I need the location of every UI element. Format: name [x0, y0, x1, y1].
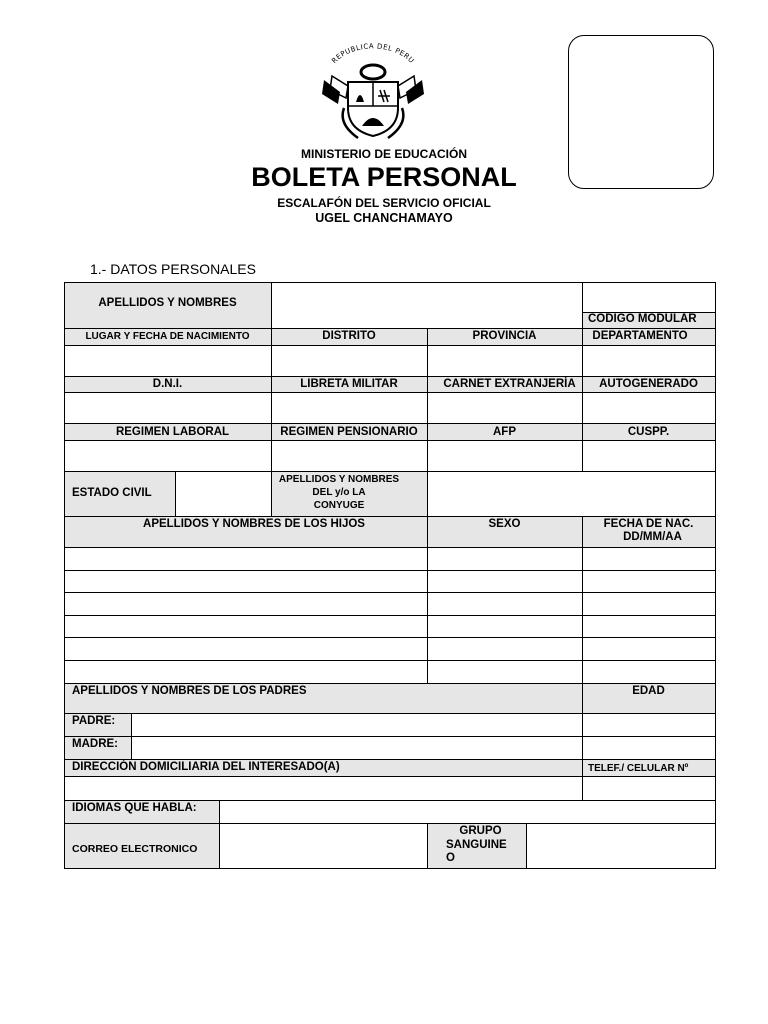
- label-conyuge-line2: DEL y/o LA: [312, 487, 366, 498]
- label-libreta-militar: LIBRETA MILITAR: [300, 378, 398, 390]
- idiomas-field[interactable]: [220, 801, 715, 823]
- regimen-laboral-field[interactable]: [65, 441, 271, 471]
- label-autogenerado: AUTOGENERADO: [599, 378, 698, 390]
- label-regimen-pensionario: REGIMEN PENSIONARIO: [280, 426, 418, 438]
- page-subtitle: ESCALAFÓN DEL SERVICIO OFICIAL: [277, 196, 491, 210]
- label-fecha-nac: FECHA DE NAC.: [603, 518, 694, 530]
- label-grupo-line2: SANGUINE: [446, 839, 507, 851]
- padre-field[interactable]: [132, 714, 582, 736]
- label-edad: EDAD: [632, 685, 665, 697]
- hijos-rows[interactable]: [65, 548, 715, 683]
- label-correo: CORREO ELECTRONICO: [72, 843, 198, 855]
- label-estado-civil: ESTADO CIVIL: [72, 487, 152, 499]
- label-madre: MADRE:: [72, 738, 118, 750]
- label-lugar-fecha: LUGAR Y FECHA DE NACIMIENTO: [85, 331, 250, 342]
- estado-civil-field[interactable]: [176, 472, 271, 516]
- label-sexo: SEXO: [488, 518, 521, 530]
- section-title: 1.- DATOS PERSONALES: [90, 261, 256, 277]
- madre-field[interactable]: [132, 737, 582, 759]
- coat-of-arms-icon: [318, 38, 428, 140]
- label-conyuge-line1: APELLIDOS Y NOMBRES: [278, 474, 400, 485]
- grupo-sanguineo-field[interactable]: [527, 824, 715, 868]
- conyuge-field[interactable]: [428, 472, 715, 516]
- label-distrito: DISTRITO: [322, 330, 376, 342]
- label-dni: D.N.I.: [152, 378, 183, 390]
- label-apellidos-nombres: APELLIDOS Y NOMBRES: [98, 297, 237, 309]
- provincia-field[interactable]: [428, 346, 582, 376]
- page-title: BOLETA PERSONAL: [251, 162, 517, 192]
- departamento-field[interactable]: [583, 346, 715, 376]
- direccion-field[interactable]: [65, 777, 582, 800]
- ministry-name: MINISTERIO DE EDUCACIÓN: [300, 147, 467, 161]
- edad-fields[interactable]: [583, 714, 715, 759]
- distrito-field[interactable]: [272, 346, 427, 376]
- cuspp-field[interactable]: [583, 441, 715, 471]
- label-padres: APELLIDOS Y NOMBRES DE LOS PADRES: [72, 685, 307, 697]
- carnet-extranjeria-field[interactable]: [428, 393, 582, 423]
- correo-field[interactable]: [220, 824, 427, 868]
- label-hijos: APELLIDOS Y NOMBRES DE LOS HIJOS: [143, 518, 365, 530]
- autogenerado-field[interactable]: [583, 393, 715, 423]
- label-afp: AFP: [493, 426, 516, 438]
- label-codigo-modular: CODIGO MODULAR: [588, 313, 697, 325]
- ugel-name: UGEL CHANCHAMAYO: [315, 211, 453, 225]
- telefono-field[interactable]: [583, 777, 715, 800]
- regimen-pensionario-field[interactable]: [272, 441, 427, 471]
- label-conyuge-line3: CONYUGE: [313, 500, 365, 511]
- afp-field[interactable]: [428, 441, 582, 471]
- label-regimen-laboral: REGIMEN LABORAL: [115, 426, 230, 438]
- label-fecha-formato: DD/MM/AA: [623, 531, 682, 543]
- label-grupo-line1: GRUPO: [459, 825, 502, 837]
- svg-text:REPUBLICA DEL PERU: REPUBLICA DEL PERU: [330, 42, 416, 66]
- label-idiomas: IDIOMAS QUE HABLA:: [72, 802, 197, 814]
- label-carnet-extranjeria: CARNET EXTRANJERÍA: [443, 378, 576, 390]
- label-cuspp: CUSPP.: [627, 426, 670, 438]
- libreta-militar-field[interactable]: [272, 393, 427, 423]
- label-departamento: DEPARTAMENTO: [592, 330, 688, 342]
- label-grupo-line3: O: [446, 852, 455, 864]
- label-provincia: PROVINCIA: [472, 330, 537, 342]
- label-padre: PADRE:: [72, 715, 116, 727]
- lugar-fecha-field[interactable]: [65, 346, 271, 376]
- dni-field[interactable]: [65, 393, 271, 423]
- codigo-modular-field[interactable]: [583, 283, 715, 312]
- apellidos-nombres-field[interactable]: [272, 283, 582, 329]
- label-telefono: TELEF./ CELULAR Nº: [588, 763, 689, 774]
- label-direccion: DIRECCIÓN DOMICILIARIA DEL INTERESADO(A): [72, 761, 340, 773]
